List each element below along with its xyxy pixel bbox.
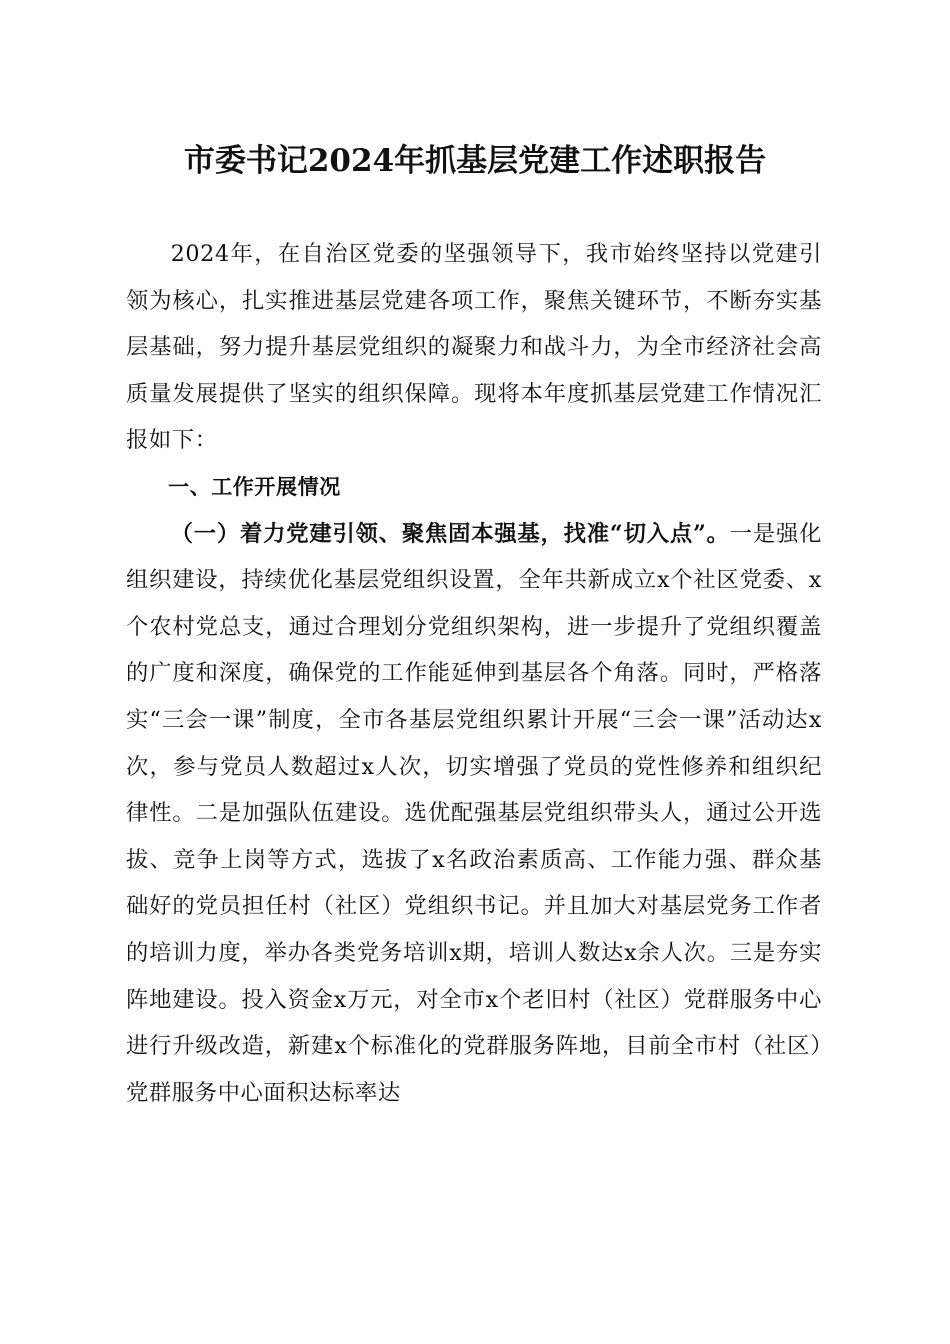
subsection-heading: （一）着力党建引领、聚焦固本强基，找准“切入点”。 [170,520,730,547]
subsection-paragraph [126,511,822,1117]
document-title: 市委书记2024年抓基层党建工作述职报告 [183,143,767,179]
section-heading: 一、工作开展情况 [168,474,341,499]
document-body [126,231,822,1116]
intro-paragraph: 2024年，在自治区党委的坚强领导下，我市始终坚持以党建引领为核心，扎实推进基层党建各项工作，聚焦关键环节，不断夯实基层基础，努力提升基层党组织的凝聚力和战斗力，为全市经济社会高质量发展提供了坚实的组织保障。现将本年度抓基层党建工作情况汇报如下： [126,241,822,454]
subsection-body: 一是强化组织建设，持续优化基层党组织设置，全年共新成立x个社区党委、x个农村党总支，通过合理划分党组织架构，进一步提升了党组织覆盖的广度和深度，确保党的工作能延伸到基层各个角落。同时，严格落实“三会一课”制度，全市各基层党组织累计开展“三会一课”活动达x次，参与党员人数超过x人次，切实增强了党员的党性修养和组织纪律性。二是加强队伍建设。选优配强基层党组织带头人，通过公开选拔、竞争上岗等方式，选拔了x名政治素质高、工作能力强、群众基础好的党员担任村（社区）党组织书记。并且加大对基层党务工作者的培训力度，举办各类党务培训x期，培训人数达x余人次。三是夯实阵地建设。投入资金x万元，对全市x个老旧村（社区）党群服务中心进行升级改造，新建x个标准化的党群服务阵地，目前全市村（社区）党群服务中心面积达标率达 [126,520,823,1106]
